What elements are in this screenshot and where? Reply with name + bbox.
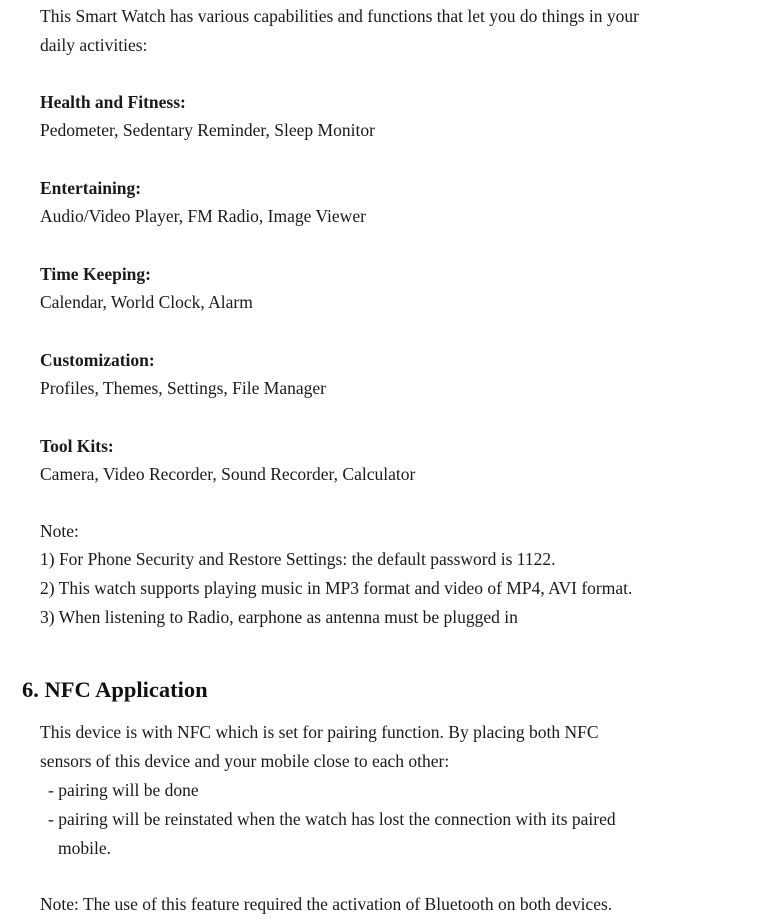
category-title-health: Health and Fitness: [40,92,186,112]
category-title-entertaining: Entertaining: [40,178,142,198]
nfc-note: Note: The use of this feature required the activation of Bluetooth on both devices. [40,894,613,914]
category-items-time-keeping: Calendar, World Clock, Alarm [40,292,253,312]
nfc-bullet-2-line-2: mobile. [58,838,111,858]
category-title-time-keeping: Time Keeping: [40,264,151,284]
intro-line-2: daily activities: [40,35,148,55]
category-items-tool-kits: Camera, Video Recorder, Sound Recorder, Calculator [40,464,416,484]
note-item-3: 3) When listening to Radio, earphone as antenna must be plugged in [40,607,518,627]
category-title-customization: Customization: [40,350,155,370]
note-label: Note: [40,521,79,541]
nfc-bullet-2-line-1: - pairing will be reinstated when the watch has lost the connection with its paired [48,809,616,829]
category-title-tool-kits: Tool Kits: [40,436,114,456]
intro-line-1: This Smart Watch has various capabilities and functions that let you do things in your [40,6,639,26]
nfc-paragraph-line-2: sensors of this device and your mobile close to each other: [40,751,450,771]
note-item-2: 2) This watch supports playing music in MP3 format and video of MP4, AVI format. [40,578,633,598]
category-items-customization: Profiles, Themes, Settings, File Manager [40,378,326,398]
section-heading-nfc: 6. NFC Application [22,677,208,702]
category-items-entertaining: Audio/Video Player, FM Radio, Image Viewer [40,206,366,226]
category-items-health: Pedometer, Sedentary Reminder, Sleep Monitor [40,120,375,140]
nfc-bullet-1: - pairing will be done [48,780,199,800]
nfc-paragraph-line-1: This device is with NFC which is set for pairing function. By placing both NFC [40,722,599,742]
note-item-1: 1) For Phone Security and Restore Settings: the default password is 1122. [40,549,556,569]
